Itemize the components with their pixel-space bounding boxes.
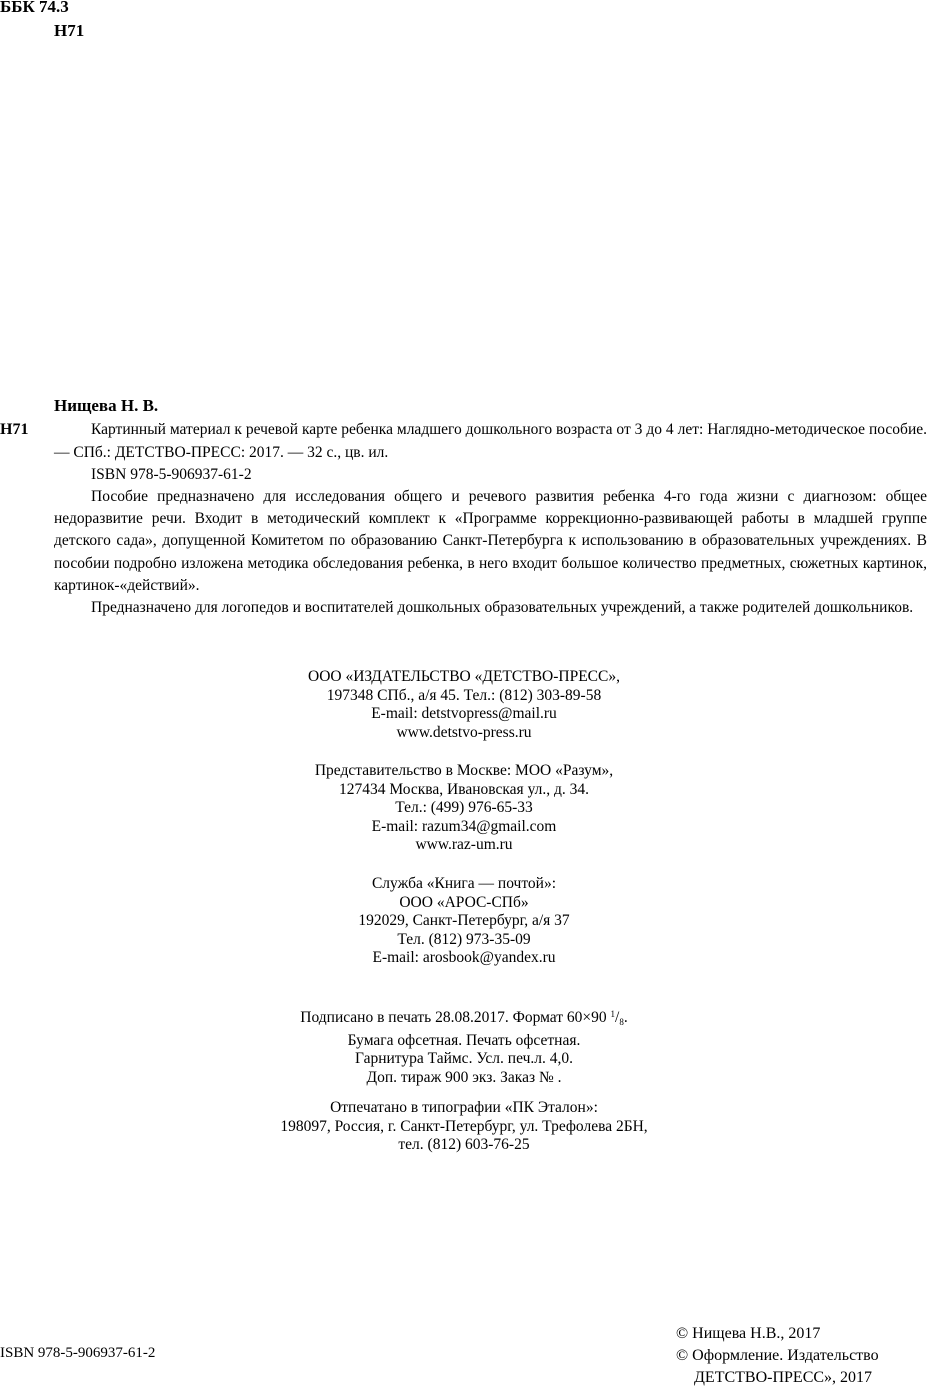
publisher-name: ООО «ИЗДАТЕЛЬСТВО «ДЕТСТВО-ПРЕСС»,: [308, 668, 620, 685]
print-signed-line: Подписано в печать 28.08.2017. Формат 60×90 $^1/_8$.: [300, 1009, 628, 1027]
copyright-block: [676, 1323, 879, 1389]
author-sign-code: Н71: [54, 21, 85, 40]
isbn-line: ISBN 978-5-906937-61-2: [91, 466, 252, 483]
paper-type: Бумага офсетная. Печать офсетная.: [347, 1031, 581, 1049]
moscow-office-phone: Тел.: (499) 976-65-33: [395, 799, 533, 816]
printer-address: 198097, Россия, г. Санкт-Петербург, ул. Трефолева 2БН,: [280, 1117, 648, 1135]
printer-name: Отпечатано в типографии «ПК Эталон»:: [330, 1099, 598, 1116]
annotation-paragraph-2: Предназначено для логопедов и воспитателей дошкольных образовательных учреждений, а также родителей дошкольников.: [91, 599, 914, 617]
book-description: Картинный материал к речевой карте ребенка младшего дошкольного возраста от 3 до 4 лет: Наглядно-методическое пособие. — СПб.: ДЕТСТВО-ПРЕСС: 2017. — 32 с., цв. ил.: [54, 421, 927, 461]
print-info-block: [0, 1005, 928, 1087]
moscow-office-email: E-mail: razum34@gmail.com: [371, 817, 557, 835]
copyright-design: © Оформление. Издательство: [676, 1347, 879, 1364]
printer-phone: тел. (812) 603-76-25: [398, 1136, 530, 1153]
bibliographic-description: [54, 419, 927, 487]
bbk-index: ББК 74.3: [0, 0, 69, 16]
print-signed-text: Подписано в печать 28.08.2017. Формат 60×90: [300, 1009, 607, 1026]
publisher-website: www.detstvo-press.ru: [396, 723, 532, 741]
annotation-paragraph-1: Пособие предназначено для исследования общего и речевого развития ребенка 4-го года жизни с диагнозом: общее недоразвитие речи. Входит в методический комплект к «Программе коррекционно-развивающей работы в младшей группе детского сада», допущенной Комитетом по образованию Санкт-Петербурга к использованию в образовательных учреждениях. В пособии подробно изложена методика обследования ребенка, в него входит большое количество предметных, сюжетных картинок, картинок-«действий».: [54, 488, 927, 594]
copyright-publisher: ДЕТСТВО-ПРЕСС», 2017: [694, 1369, 873, 1386]
print-signed-suffix: .: [623, 1009, 628, 1026]
author-name: Нищева Н. В.: [54, 396, 159, 415]
publisher-address: 197348 СПб., а/я 45. Тел.: (812) 303-89-58: [326, 686, 602, 704]
mail-order-company: ООО «АРОС-СПб»: [399, 893, 529, 911]
moscow-office-block: [0, 762, 928, 855]
moscow-office-website: www.raz-um.ru: [415, 836, 513, 853]
mail-order-email: E-mail: arosbook@yandex.ru: [372, 949, 556, 966]
mail-order-phone: Тел. (812) 973-35-09: [397, 930, 531, 948]
moscow-office-address: 127434 Москва, Ивановская ул., д. 34.: [338, 780, 590, 798]
moscow-office-name: Представительство в Москве: МОО «Разум»,: [314, 762, 614, 779]
publisher-block: [0, 668, 928, 742]
format-fraction-numerator: 1: [610, 1009, 616, 1019]
mail-order-address: 192029, Санкт-Петербург, а/я 37: [358, 912, 570, 929]
author-sign-code-margin: Н71: [0, 421, 29, 438]
typeface-info: Гарнитура Таймс. Усл. печ.л. 4,0.: [355, 1050, 573, 1067]
mail-order-title: Служба «Книга — почтой»:: [371, 875, 557, 892]
footer-isbn: ISBN 978-5-906937-61-2: [0, 1345, 156, 1361]
print-run-info: Доп. тираж 900 экз. Заказ № .: [366, 1068, 562, 1086]
format-fraction-denominator: 8: [619, 1017, 624, 1027]
printer-block: [0, 1099, 928, 1155]
mail-order-block: [0, 875, 928, 968]
copyright-author: © Нищева Н.В., 2017: [676, 1325, 821, 1342]
publisher-email: E-mail: detstvopress@mail.ru: [371, 705, 557, 722]
annotation: [54, 486, 927, 619]
